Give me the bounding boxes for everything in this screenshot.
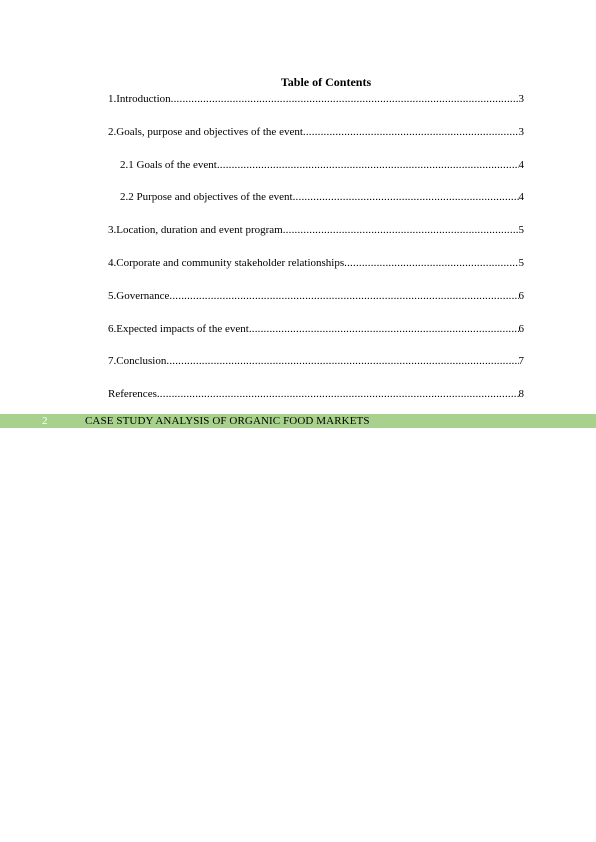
toc-list xyxy=(108,91,524,419)
toc-entry-page: 6 xyxy=(518,289,524,302)
toc-entry-governance[interactable] xyxy=(108,288,524,304)
toc-dot-leader xyxy=(283,222,519,238)
toc-entry-label: 2.Goals, purpose and objectives of the event xyxy=(108,125,303,138)
footer-page-number: 2 xyxy=(42,415,48,427)
toc-entry-page: 6 xyxy=(518,322,524,335)
toc-entry-label: 4.Corporate and community stakeholder relationships xyxy=(108,256,345,269)
toc-entry-page: 3 xyxy=(518,93,524,105)
toc-entry-goals-purpose-objectives[interactable] xyxy=(108,124,524,140)
toc-dot-leader xyxy=(217,157,519,173)
toc-entry-page: 4 xyxy=(518,191,524,204)
page-footer-bar xyxy=(0,414,596,428)
toc-entry-label: References xyxy=(108,388,157,401)
toc-entry-label: 7.Conclusion xyxy=(108,355,167,368)
toc-entry-conclusion[interactable] xyxy=(108,353,524,369)
toc-dot-leader xyxy=(293,189,519,205)
toc-entry-page: 3 xyxy=(518,125,524,138)
toc-entry-location-duration-program[interactable] xyxy=(108,222,524,238)
toc-dot-leader xyxy=(303,124,519,140)
footer-running-title: CASE STUDY ANALYSIS OF ORGANIC FOOD MARKETS xyxy=(85,415,370,427)
toc-entry-label: 5.Governance xyxy=(108,289,170,302)
toc-entry-label: 2.2 Purpose and objectives of the event xyxy=(120,191,293,204)
toc-dot-leader xyxy=(157,386,519,402)
toc-dot-leader xyxy=(171,91,519,107)
toc-entry-label: 3.Location, duration and event program xyxy=(108,224,283,237)
toc-entry-stakeholder-relationships[interactable] xyxy=(108,255,524,271)
toc-entry-page: 8 xyxy=(518,388,524,401)
toc-dot-leader xyxy=(169,288,518,304)
toc-dot-leader xyxy=(249,321,519,337)
toc-entry-label: 2.1 Goals of the event xyxy=(120,158,217,171)
toc-entry-purpose-objectives[interactable] xyxy=(108,189,524,205)
toc-title: Table of Contents xyxy=(280,75,372,89)
toc-entry-page: 5 xyxy=(518,256,524,269)
toc-entry-label: 6.Expected impacts of the event xyxy=(108,322,249,335)
toc-entry-references[interactable] xyxy=(108,386,524,402)
toc-entry-page: 7 xyxy=(518,355,524,368)
toc-entry-introduction[interactable] xyxy=(108,91,524,107)
toc-dot-leader xyxy=(344,255,518,271)
toc-entry-goals-of-event[interactable] xyxy=(108,157,524,173)
toc-entry-expected-impacts[interactable] xyxy=(108,321,524,337)
toc-entry-page: 4 xyxy=(518,158,524,171)
toc-entry-page: 5 xyxy=(518,224,524,237)
toc-dot-leader xyxy=(166,353,518,369)
toc-entry-label: 1.Introduction xyxy=(108,93,171,105)
